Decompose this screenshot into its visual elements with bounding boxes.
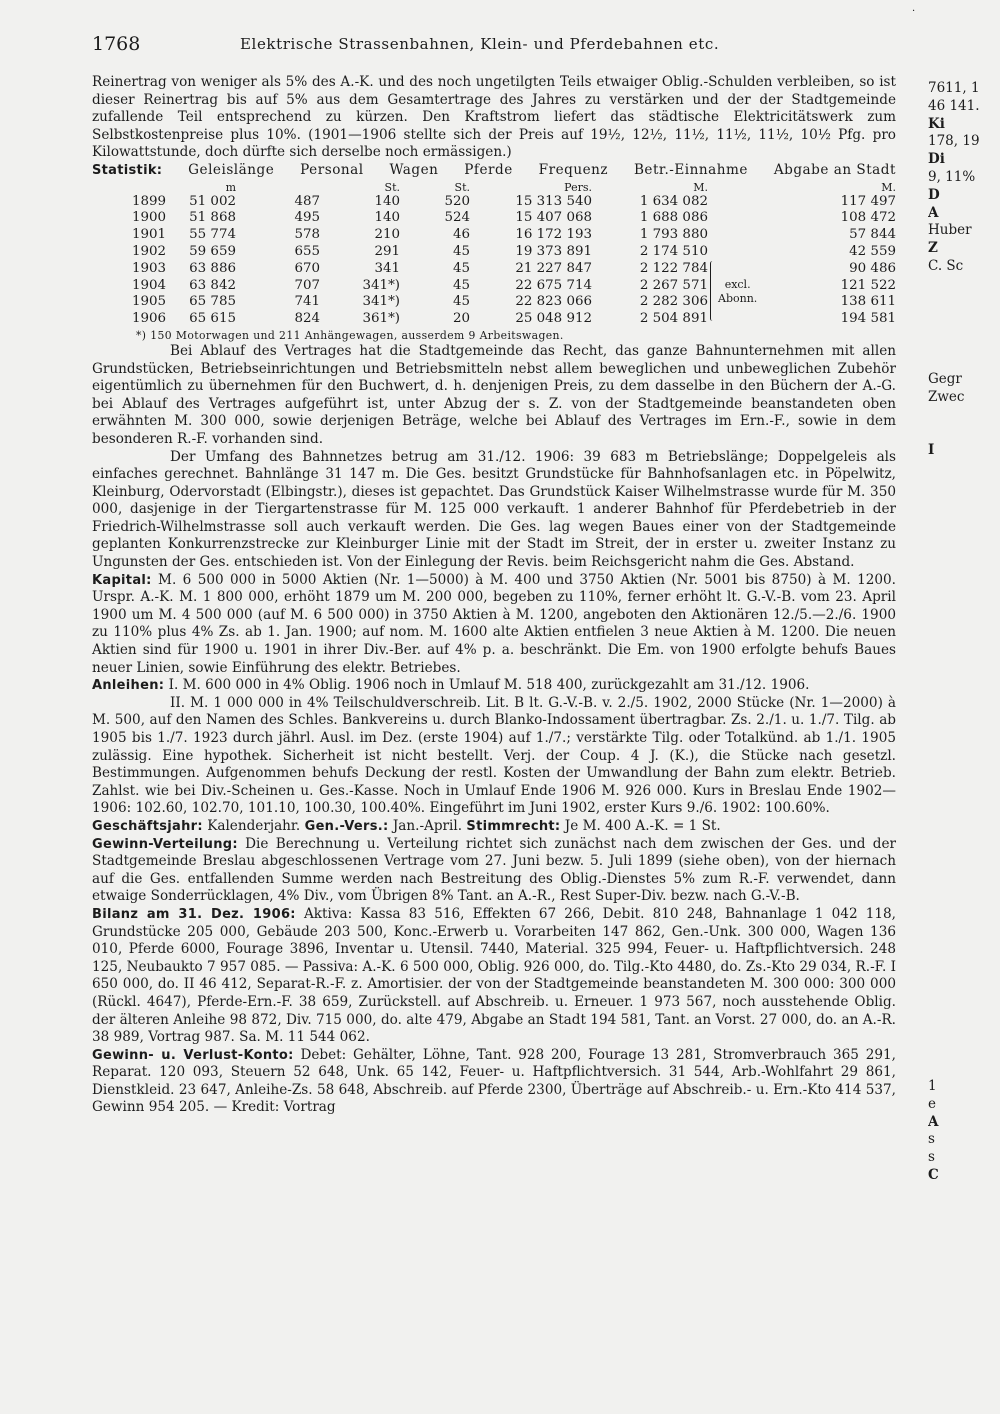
excl-cell: [708, 194, 768, 211]
stat-cell-gl: 51 868: [189, 210, 236, 226]
gen-vers-label: Gen.-Vers.:: [304, 818, 389, 834]
stat-cell-wa: 341*): [362, 277, 400, 293]
fragment-line: 1: [928, 1078, 937, 1094]
stat-row: [92, 261, 896, 278]
stat-cell-year: 1899: [132, 193, 167, 209]
stat-row: [92, 194, 896, 211]
stat-cell-gl: 65 785: [189, 294, 236, 310]
unit-cell: m: [225, 180, 236, 194]
excl-cell: [708, 261, 768, 305]
stat-cell-ab: 57 844: [849, 227, 896, 243]
stat-cell-pe: 824: [294, 311, 320, 327]
stat-cell-fr: 25 048 912: [515, 311, 592, 327]
stat-header-wagen: Wagen: [389, 161, 439, 178]
stat-cell-gl: 59 659: [189, 243, 236, 259]
fragment-line: s: [928, 1131, 935, 1148]
stat-cell-year: 1904: [132, 277, 167, 293]
statistik-table: [92, 181, 896, 194]
stat-cell-year: 1906: [132, 311, 167, 327]
anleihen-label: Anleihen:: [92, 678, 165, 694]
stat-cell-pf: 45: [452, 260, 470, 276]
vertrag-paragraph: Bei Ablauf des Vertrages hat die Stadtgemeinde das Recht, das ganze Bahnunternehmen mit allen Grundstücken, Betriebseinrichtungen und Betriebsmitteln nebst allem beweglichen und unbeweglichen Zubehör eigentümlich zu übernehmen für den Buchwert, d. h. denjenigen Preis, zu dem dasselbe in den Büchern der A.-G. bei Ablauf des Vertrages aufgeführt ist, unter Abzug der s. Z. von der Stadtgemeinde beanstandeten oben erwähnten M. 300 000, sowie derjenigen Beträge, welche bei Ablauf des Vertrages im Ern.-F., sowie in dem besonderen R.-F. vorhanden sind.: [92, 342, 896, 447]
stat-cell-wa: 140: [374, 193, 400, 209]
stat-cell-fr: 22 823 066: [515, 294, 592, 310]
statistik-label: Statistik:: [92, 162, 163, 178]
stimmrecht-label: Stimmrecht:: [466, 818, 561, 834]
stat-row: [92, 278, 896, 295]
stat-cell-pe: 741: [294, 294, 320, 310]
stat-header-abgabe: Abgabe an Stadt: [773, 161, 896, 178]
fragment-line: 7611, 1: [928, 80, 980, 96]
intro-paragraph: Reinertrag von weniger als 5% des A.-K. und des noch ungetilgten Teils etwaiger Oblig.-Schulden verbleiben, so ist dieser Reinertrag bis auf 5% aus dem Gesamtertrage des Jahres zu verstärken und der der Stadtgemeinde zufallende Teil entsprechend zu kürzen. Den Kraftstrom liefert das städtische Elektricitätswerk zum Selbstkostenpreise plus 10%. (1901—1906 stellte sich der Preis auf 19½, 12½, 11½, 11½, 11½, 10½ Pfg. pro Kilowattstunde, doch dürfte sich derselbe noch ermässigen.): [92, 74, 896, 161]
stat-cell-pf: 46: [452, 227, 470, 243]
stat-cell-gl: 51 002: [189, 193, 236, 209]
running-title: Elektrische Strassenbahnen, Klein- und Pferdebahnen etc.: [240, 35, 720, 53]
stat-cell-year: 1903: [132, 260, 167, 276]
fragment-line: Di: [928, 151, 945, 168]
umfang-paragraph: Der Umfang des Bahnnetzes betrug am 31./12. 1906: 39 683 m Betriebslänge; Doppelgeleis als einfaches gerechnet. Bahnlänge 31 147 m. Die Ges. besitzt Grundstücke für Bahnhofsanlagen etc. in Pöpelwitz, Kleinburg, Odervorstadt (Elbingstr.), dieses ist gepachtet. Das Grundstück Kaiser Wilhelmstrasse wurde für M. 350 000, dasjenige in der Tiergartenstrasse für M. 125 000 verkauft. 1 anderer Bahnhof für Pferdebetrieb in der Friedrich-Wilhelmstrasse soll auch verkauft werden. Die Ges. lag wegen Baues einer von der Stadtgemeinde geplanten Konkurrenzstrecke zur Kleinburger Linie mit der Stadt im Streit, der in erster u. zweiter Instanz zu Ungunsten der Ges. entschieden ist. Von der Einlegung der Revis. beim Reichsgericht nahm die Ges. Abstand.: [92, 448, 896, 571]
fragment-line: 46 141.: [928, 97, 980, 114]
adjacent-page-fragment-3: [928, 1078, 1000, 1185]
stat-row: [92, 294, 896, 311]
stat-cell-pe: 578: [294, 227, 320, 243]
geschaeftsjahr-section: [92, 818, 896, 836]
stat-cell-ei: 2 282 306: [639, 294, 708, 310]
adjacent-page-fragment-1: [928, 80, 1000, 276]
stat-cell-pf: 20: [452, 311, 470, 327]
kapital-label: Kapital:: [92, 572, 152, 588]
stat-cell-wa: 341: [374, 260, 400, 276]
stat-header-personal: Personal: [300, 161, 364, 178]
unit-cell: St.: [454, 180, 470, 194]
fragment-line: e: [928, 1095, 936, 1112]
bilanz-section: [92, 906, 896, 1047]
stat-cell-year: 1902: [132, 243, 167, 259]
stat-cell-ab: 108 472: [840, 210, 896, 226]
fragment-line: C: [928, 1166, 939, 1183]
stat-cell-pe: 655: [294, 243, 320, 259]
stat-header-geleislaenge: Geleislänge: [188, 161, 275, 178]
gewinn-verteilung-section: [92, 836, 896, 906]
gewinn-verteilung-label: Gewinn-Verteilung:: [92, 836, 238, 852]
excl-note-2: Abonn.: [718, 291, 758, 305]
fragment-line: D: [928, 186, 940, 203]
anleihen-section: [92, 677, 896, 695]
main-column: [92, 74, 896, 1117]
stat-cell-gl: 63 842: [189, 277, 236, 293]
stat-cell-fr: 15 407 068: [515, 210, 592, 226]
fragment-line: Ki: [928, 115, 945, 132]
stat-header-pferde: Pferde: [464, 161, 513, 178]
stat-row: [92, 227, 896, 244]
stat-cell-gl: 65 615: [189, 311, 236, 327]
units-row: [92, 181, 896, 194]
stat-cell-ei: 1 793 880: [639, 227, 708, 243]
fragment-line: I: [928, 442, 935, 459]
bilanz-text: Aktiva: Kassa 83 516, Effekten 67 266, Debit. 810 248, Bahnanlage 1 042 118, Grundstücke 205 000, Gebäude 203 500, Konc.-Erwerb u. Vorarbeiten 147 862, Gen.-Unk. 300 000, Wagen 136 010, Pferde 6000, Fourage 3896, Inventar u. Utensil. 7440, Material. 325 994, Feuer- u. Haftpflichtversich. 248 125, Neubaukto 7 957 085. — Passiva: A.-K. 6 500 000, Oblig. 926 000, do. Tilg.-Kto 4480, do. Zs.-Kto 29 034, R.-F. I 650 000, do. II 46 412, Separat-R.-F. z. Amortisier. der von der Stadtgemeinde beanstandeten M. 300 000: 300 000 (Rückl. 4647), Pferde-Ern.-F. 38 659, Zurückstell. auf Abschreib. u. Erneuer. 1 973 567, noch ausstehende Oblig. der älteren Anleihe 98 872, Div. 715 000, do. alte 479, Abgabe an Stadt 194 581, Tant. an Vorst. 27 000, do. an A.-R. 38 989, Vortrag 987. Sa. M. 11 544 062.: [92, 905, 896, 1046]
fragment-line: 9, 11%: [928, 168, 976, 185]
unit-cell: M.: [881, 180, 896, 194]
fragment-line: C. Sc: [928, 257, 964, 274]
stat-cell-fr: 16 172 193: [515, 227, 592, 243]
stat-cell-year: 1900: [132, 210, 167, 226]
stat-cell-pf: 45: [452, 277, 470, 293]
stat-cell-pf: 45: [452, 243, 470, 259]
statistik-footnote: *) 150 Motorwagen und 211 Anhängewagen, ausserdem 9 Arbeitswagen.: [136, 328, 564, 342]
gewinn-verteilung-text: Die Berechnung u. Verteilung richtet sich zunächst nach dem zwischen der Ges. und der Stadtgemeinde Breslau abgeschlossenen Vertrage vom 27. Juni bezw. 5. Juli 1899 (siehe oben), von der hiernach auf die Ges. entfallenden Summe werden nach Bestreitung des Oblig.-Dienstes 5% zum R.-F. verwendet, dann etwaige Sonderrücklagen, 4% Div., vom Übrigen 8% Tant. an A.-R., Rest Super-Div. bezw. nach G.-V.-B.: [92, 835, 896, 905]
stat-cell-ab: 42 559: [849, 243, 896, 259]
unit-cell: Pers.: [564, 180, 592, 194]
fragment-line: A: [928, 204, 939, 221]
stat-cell-pf: 520: [444, 193, 470, 209]
adjacent-page-fragment-2: [928, 371, 1000, 460]
stat-cell-ei: 2 267 571: [639, 277, 708, 293]
stat-cell-ei: 2 504 891: [639, 311, 708, 327]
anleihen-text-2: II. M. 1 000 000 in 4% Teilschuldverschreib. Lit. B lt. G.-V.-B. v. 2./5. 1902, 2000 Stücke (Nr. 1—2000) à M. 500, auf den Namen des Schles. Bankvereins u. durch Blanko-Indossament übertragbar. Zs. 2./1. u. 1./7. Tilg. ab 1905 bis 1./7. 1923 durch jährl. Ausl. im Dez. (erste 1904) auf 1./7.; verstärkte Tilg. oder Totalkünd. ab 1./1. 1905 zulässig. Eine hypothek. Sicherheit ist nicht bestellt. Verj. der Coup. 4 J. (K.), die Stücke nach gesetzl. Bestimmungen. Aufgenommen behufs Deckung der restl. Kosten der Umwandlung der Bahn zum elektr. Betrieb. Zahlst. wie bei Div.-Scheinen u. Ges.-Kasse. Noch in Umlauf Ende 1906 M. 926 000. Kurs in Breslau Ende 1902—1906: 102.60, 102.70, 101.10, 100.30, 100.40%. Eingeführt im Juni 1902, erster Kurs 9./6. 1902: 100.60%.: [92, 694, 896, 817]
stat-cell-wa: 341*): [362, 294, 400, 310]
stat-cell-ei: 2 174 510: [639, 243, 708, 259]
gv-konto-label: Gewinn- u. Verlust-Konto:: [92, 1047, 294, 1063]
page-header: [92, 33, 892, 59]
stat-cell-ab: 194 581: [840, 311, 896, 327]
stat-cell-fr: 21 227 847: [515, 260, 592, 276]
anleihen-text-1: I. M. 600 000 in 4% Oblig. 1906 noch in Umlauf M. 518 400, zurückgezahlt am 31./12. 1906.: [168, 677, 810, 694]
stat-cell-fr: 22 675 714: [515, 277, 592, 293]
stat-cell-pf: 524: [444, 210, 470, 226]
stat-cell-gl: 55 774: [189, 227, 236, 243]
excl-cell: [708, 291, 768, 311]
unit-cell: St.: [384, 180, 400, 194]
excl-note-1: excl.: [724, 277, 751, 291]
stat-cell-pe: 487: [294, 193, 320, 209]
gv-konto-text: Debet: Gehälter, Löhne, Tant. 928 200, Fourage 13 281, Stromverbrauch 365 291, Reparat. 120 093, Steuern 52 648, Unk. 65 142, Feuer- u. Haftpflichtversich. 31 544, Arb.-Wohlfahrt 29 861, Dienstkleid. 23 647, Anleihe-Zs. 58 648, Abschreib. auf Pferde 2300, Überträge auf Abschreib.- u. Ern.-Kto 414 537, Gewinn 954 205. — Kredit: Vortrag: [92, 1046, 896, 1116]
fragment-line: 178, 19: [928, 133, 980, 150]
stat-cell-pe: 707: [294, 277, 320, 293]
stat-cell-ab: 90 486: [849, 260, 896, 276]
fragment-line: s: [928, 1149, 935, 1166]
fragment-line: [928, 424, 1000, 442]
stat-cell-pf: 45: [452, 294, 470, 310]
geschaeftsjahr-value: Kalenderjahr.: [207, 817, 301, 834]
stat-cell-gl: 63 886: [189, 260, 236, 276]
stat-cell-fr: 15 313 540: [515, 193, 592, 209]
stat-cell-ei: 2 122 784: [639, 260, 708, 276]
stat-row: [92, 311, 896, 328]
stat-cell-year: 1905: [132, 294, 167, 310]
kapital-section: [92, 572, 896, 678]
statistik-rows: [92, 194, 896, 328]
stat-cell-ab: 117 497: [840, 193, 896, 209]
fragment-line: [928, 407, 1000, 425]
stat-cell-pe: 495: [294, 210, 320, 226]
excl-cell: [708, 227, 768, 244]
stat-cell-fr: 19 373 891: [515, 243, 592, 259]
stat-cell-ab: 121 522: [840, 277, 896, 293]
stat-cell-ei: 1 688 086: [639, 210, 708, 226]
bilanz-label: Bilanz am 31. Dez. 1906:: [92, 906, 296, 922]
statistik-header: [92, 162, 896, 180]
stat-cell-wa: 210: [374, 227, 400, 243]
stat-cell-wa: 291: [374, 243, 400, 259]
stat-row: [92, 244, 896, 261]
excl-cell: [708, 278, 768, 295]
geschaeftsjahr-label: Geschäftsjahr:: [92, 818, 203, 834]
stat-header-einnahme: Betr.-Einnahme: [633, 161, 748, 178]
stat-cell-year: 1901: [132, 227, 167, 243]
fragment-line: Huber: [928, 222, 972, 239]
unit-cell: M.: [693, 180, 708, 194]
stat-cell-ei: 1 634 082: [639, 193, 708, 209]
fragment-line: A: [928, 1113, 939, 1130]
stat-cell-ab: 138 611: [840, 294, 896, 310]
fragment-line: Gegr: [928, 371, 962, 387]
excl-cell: [708, 311, 768, 328]
gen-vers-value: Jan.-April.: [392, 817, 463, 834]
stat-cell-wa: 140: [374, 210, 400, 226]
fragment-line: Z: [928, 240, 938, 257]
decorative-dot: ·: [912, 6, 916, 17]
kapital-text: M. 6 500 000 in 5000 Aktien (Nr. 1—5000) à M. 400 und 3750 Aktien (Nr. 5001 bis 8750) à M. 1200. Urspr. A.-K. M. 1 800 000, erhöht 1879 um M. 200 000, begeben zu 110%, ferner erhöht lt. G.-V.-B. vom 23. April 1900 um M. 4 500 000 (auf M. 6 500 000) in 3750 Aktien à M. 1200, angeboten den Aktionären 12./5.—2./6. 1900 zu 110% plus 4% Zs. ab 1. Jan. 1900; auf nom. M. 1600 alte Aktien entfielen 3 neue Aktien à M. 1200. Die neuen Aktien sind für 1900 u. 1901 in ihrer Div.-Ber. auf 4% p. a. beschränkt. Die Em. von 1900 erfolgte behufs Baues neuer Linien, sowie Einführung des elektr. Betriebes.: [92, 571, 896, 676]
stat-cell-pe: 670: [294, 260, 320, 276]
stat-header-frequenz: Frequenz: [538, 161, 609, 178]
gv-konto-section: [92, 1047, 896, 1117]
page-number: 1768: [92, 33, 141, 55]
stat-row: [92, 210, 896, 227]
fragment-line: Zwec: [928, 388, 965, 405]
stat-cell-wa: 361*): [362, 311, 400, 327]
stimmrecht-value: Je M. 400 A.-K. = 1 St.: [564, 817, 721, 834]
excl-cell: [708, 210, 768, 227]
excl-cell: [708, 244, 768, 261]
